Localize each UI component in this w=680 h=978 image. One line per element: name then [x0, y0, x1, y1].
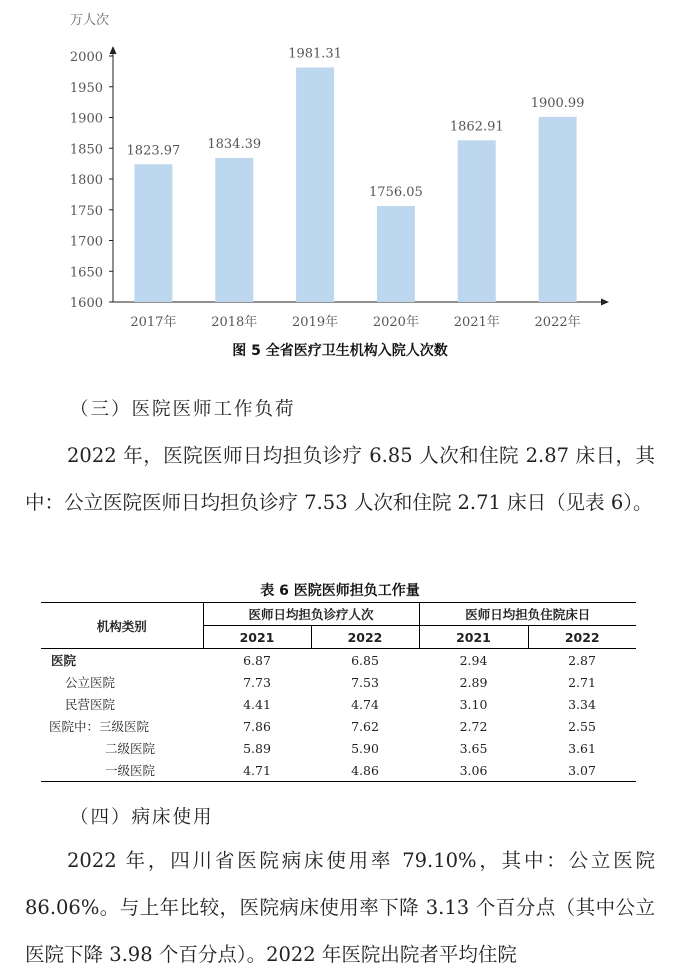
y-tick-label: 1900 — [69, 111, 103, 127]
row-label: 公立医院 — [65, 675, 116, 690]
x-tick-label: 2020年 — [372, 315, 419, 330]
col-group-visits: 医师日均担负诊疗人次 — [203, 603, 419, 626]
bar — [458, 140, 496, 302]
table-cell: 7.86 — [243, 718, 271, 734]
col-year: 2022 — [311, 626, 419, 649]
x-tick-label: 2018年 — [211, 315, 258, 330]
col-year: 2021 — [419, 626, 528, 649]
table-row — [41, 759, 636, 782]
y-tick-label: 1800 — [69, 173, 103, 188]
bar-value-label: 1823.97 — [126, 143, 181, 159]
table-cell: 3.34 — [568, 696, 596, 712]
inpatient-chart — [0, 0, 680, 340]
table-cell: 4.41 — [243, 696, 271, 712]
table-cell: 2.87 — [568, 652, 596, 668]
table-cell: 3.65 — [459, 740, 488, 756]
table-cell: 6.85 — [351, 652, 379, 668]
table-cell: 2.72 — [459, 718, 488, 734]
table-cell: 2.94 — [459, 652, 488, 668]
x-tick-label: 2019年 — [292, 315, 339, 330]
table-cell: 2.89 — [459, 674, 488, 690]
table-cell: 4.71 — [203, 759, 311, 782]
table-cell: 4.74 — [351, 696, 379, 712]
table-cell: 3.61 — [568, 740, 596, 756]
table-row — [41, 715, 636, 737]
bar — [215, 158, 253, 302]
col-year: 2022 — [528, 626, 636, 649]
table-row — [41, 693, 636, 715]
section-heading-4: （四）病床使用 — [70, 807, 214, 828]
bar — [134, 164, 172, 302]
y-tick-label: 2000 — [69, 50, 103, 65]
section-heading-3: （三）医院医师工作负荷 — [70, 399, 296, 420]
bar-value-label: 1900.99 — [530, 95, 585, 111]
col-group-beddays: 医师日均担负住院床日 — [419, 603, 636, 626]
table-row — [41, 671, 636, 693]
table-cell: 2.71 — [568, 674, 596, 690]
table-row — [41, 737, 636, 759]
bar — [296, 67, 334, 302]
table-cell: 2.55 — [568, 718, 596, 734]
x-tick-label: 2021年 — [453, 315, 500, 330]
row-label: 二级医院 — [105, 741, 156, 756]
y-tick-label: 1950 — [69, 80, 103, 96]
table-cell: 7.62 — [351, 718, 379, 734]
figure-caption: 图 5 全省医疗卫生机构入院人次数 — [232, 343, 448, 359]
y-tick-label: 1650 — [69, 265, 103, 281]
row-label: 民营医院 — [65, 697, 116, 712]
bar-value-label: 1834.39 — [207, 136, 262, 152]
y-tick-label: 1700 — [69, 234, 103, 250]
row-label: 一级医院 — [41, 759, 203, 782]
x-tick-label: 2017年 — [130, 315, 177, 330]
y-tick-label: 1600 — [69, 296, 103, 311]
x-tick-label: 2022年 — [534, 315, 581, 330]
col-header-category: 机构类别 — [41, 603, 203, 649]
section-3-paragraph: 2022 年，医院医师日均担负诊疗 6.85 人次和住院 2.87 床日，其中：公立医院医师日均担负诊疗 7.53 人次和住院 2.71 床日（见表 6）。 — [25, 444, 655, 514]
x-axis-arrow — [601, 299, 609, 306]
table-cell: 6.87 — [243, 652, 271, 668]
y-axis-unit-label: 万人次 — [70, 13, 110, 28]
table-cell: 4.86 — [311, 759, 419, 782]
table-cell: 7.73 — [243, 674, 271, 690]
row-label: 医院 — [51, 653, 77, 668]
col-year: 2021 — [203, 626, 311, 649]
table-cell: 7.53 — [351, 674, 379, 690]
bar-value-label: 1756.05 — [369, 185, 423, 201]
table-cell: 5.90 — [351, 740, 379, 756]
table-title: 表 6 医院医师担负工作量 — [260, 583, 420, 599]
row-label: 医院中：三级医院 — [49, 719, 150, 734]
table-cell: 3.10 — [459, 696, 488, 712]
table-cell: 3.07 — [528, 759, 636, 782]
table-cell: 3.06 — [419, 759, 528, 782]
bar — [539, 117, 577, 302]
physician-workload-table — [41, 602, 636, 782]
y-tick-label: 1750 — [69, 203, 103, 219]
chart-canvas — [0, 0, 680, 340]
table-row — [41, 649, 636, 672]
bar — [377, 206, 415, 302]
bar-value-label: 1981.31 — [288, 46, 342, 62]
y-tick-label: 1850 — [69, 142, 103, 158]
section-4-paragraph: 2022 年，四川省医院病床使用率 79.10%，其中：公立医院 86.06%。与上年比较，医院病床使用率下降 3.13 个百分点（其中公立医院下降 3.98 个百分点）。2022 年医院出院者平均住院 — [25, 849, 655, 966]
y-axis-arrow — [110, 46, 117, 54]
table-cell: 5.89 — [243, 740, 271, 756]
bar-value-label: 1862.91 — [449, 119, 504, 135]
